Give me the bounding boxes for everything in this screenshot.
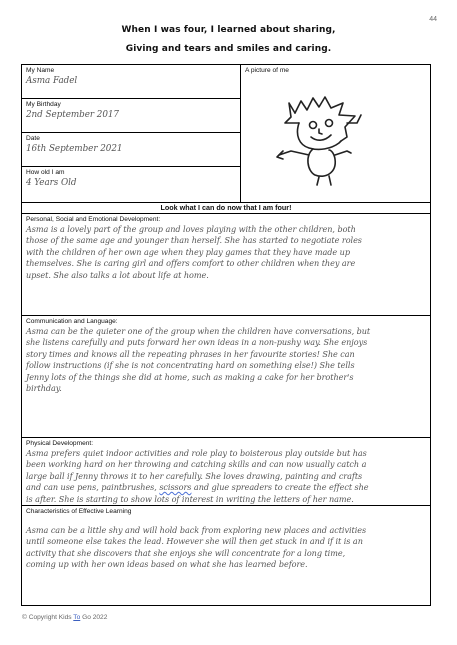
spellcheck-underlined-word: scissors bbox=[159, 482, 192, 493]
text-line: Asma is a lovely part of the group and loves playing with the other children, both bbox=[26, 224, 356, 234]
copyright-footer bbox=[22, 614, 107, 621]
copyright-to-link[interactable]: To bbox=[73, 614, 81, 621]
effective-learning-text bbox=[26, 525, 426, 571]
communication-text bbox=[26, 326, 426, 394]
achievements-banner: Look what I can do now that I am four! bbox=[160, 203, 292, 212]
text-line: those of the same age and younger than herself. She has started to negotiate roles bbox=[26, 235, 362, 246]
text-line: activity that she discovers that she enjoys she will concentrate for a long time, bbox=[26, 547, 346, 558]
text-line: follow instructions (if she is not concentrating hard on something else!) She tells bbox=[26, 360, 355, 371]
picture-label: A picture of me bbox=[245, 67, 289, 74]
poem-line-1: When I was four, I learned about sharing, bbox=[121, 25, 336, 35]
text-line: story times and knows all the repeating phrases in her favourite stories! She can bbox=[26, 348, 355, 359]
text-line: themselves. She is caring girl and offers comfort to other children when they are bbox=[26, 258, 356, 269]
text-fragment: and glue spreaders to create the effect she bbox=[191, 482, 369, 493]
communication-section bbox=[22, 316, 430, 437]
text-line: is after. She is starting to show lots of interest in writing the letters of her name. bbox=[26, 493, 354, 504]
date-cell bbox=[22, 133, 240, 166]
name-value: Asma Fadel bbox=[26, 76, 78, 86]
age-label: How old I am bbox=[26, 169, 65, 176]
text-fragment: and can use pens, paintbrushes, bbox=[26, 482, 160, 493]
text-line: upset. She also talks a lot about life at home. bbox=[26, 269, 209, 280]
text-line: been working hard on her throwing and catching skills and can now usually catch a bbox=[26, 459, 367, 470]
text-line: Asma can be a little shy and will hold back from exploring new places and activities bbox=[26, 525, 367, 535]
text-line: Jenny lots of the things she did at home, such as making a cake for her brother's bbox=[26, 371, 354, 382]
age-value: 4 Years Old bbox=[26, 178, 77, 188]
text-line: with the children of her own age when they play games that they have made up bbox=[26, 246, 350, 257]
birthday-label: My Birthday bbox=[26, 101, 61, 108]
text-line: birthday. bbox=[26, 383, 62, 394]
effective-learning-label: Characteristics of Effective Learning bbox=[26, 508, 132, 515]
birthday-cell bbox=[22, 99, 240, 132]
name-label: My Name bbox=[26, 67, 55, 74]
text-line: until someone else takes the lead. However she will then get stuck in and if it is an bbox=[26, 536, 363, 547]
text-line: large ball if Jenny throws it to her carefully. She loves drawing, painting and crafts bbox=[26, 470, 363, 481]
psed-text bbox=[26, 224, 426, 281]
date-value: 16th September 2021 bbox=[26, 144, 123, 154]
copyright-suffix: Go 2022 bbox=[80, 614, 108, 621]
text-line: coming up with her own ideas based on what she has learned before. bbox=[26, 559, 308, 570]
text-line bbox=[26, 482, 426, 493]
text-line: Asma can be the quieter one of the group when the children have conversations, but bbox=[26, 326, 371, 336]
name-cell bbox=[22, 65, 240, 98]
poem-line-2: Giving and tears and smiles and caring. bbox=[125, 44, 332, 54]
physical-label: Physical Development: bbox=[26, 440, 94, 447]
page-number: 44 bbox=[429, 16, 437, 23]
text-line: she listens carefully and puts forward her own ideas in a non-pushy way. She enjoys bbox=[26, 337, 368, 348]
age-cell bbox=[22, 167, 240, 202]
physical-section bbox=[22, 438, 430, 505]
date-label: Date bbox=[26, 135, 40, 142]
copyright-prefix: © Copyright Kids bbox=[22, 614, 74, 621]
psed-section bbox=[22, 214, 430, 315]
text-line: Asma prefers quiet indoor activities and role play to boisterous play outside but has bbox=[26, 448, 367, 458]
communication-label: Communication and Language: bbox=[26, 318, 118, 325]
birthday-value: 2nd September 2017 bbox=[26, 110, 119, 120]
psed-label: Personal, Social and Emotional Development: bbox=[26, 216, 161, 223]
effective-learning-section bbox=[22, 506, 430, 605]
child-self-portrait-drawing bbox=[255, 93, 375, 188]
physical-text bbox=[26, 448, 426, 505]
